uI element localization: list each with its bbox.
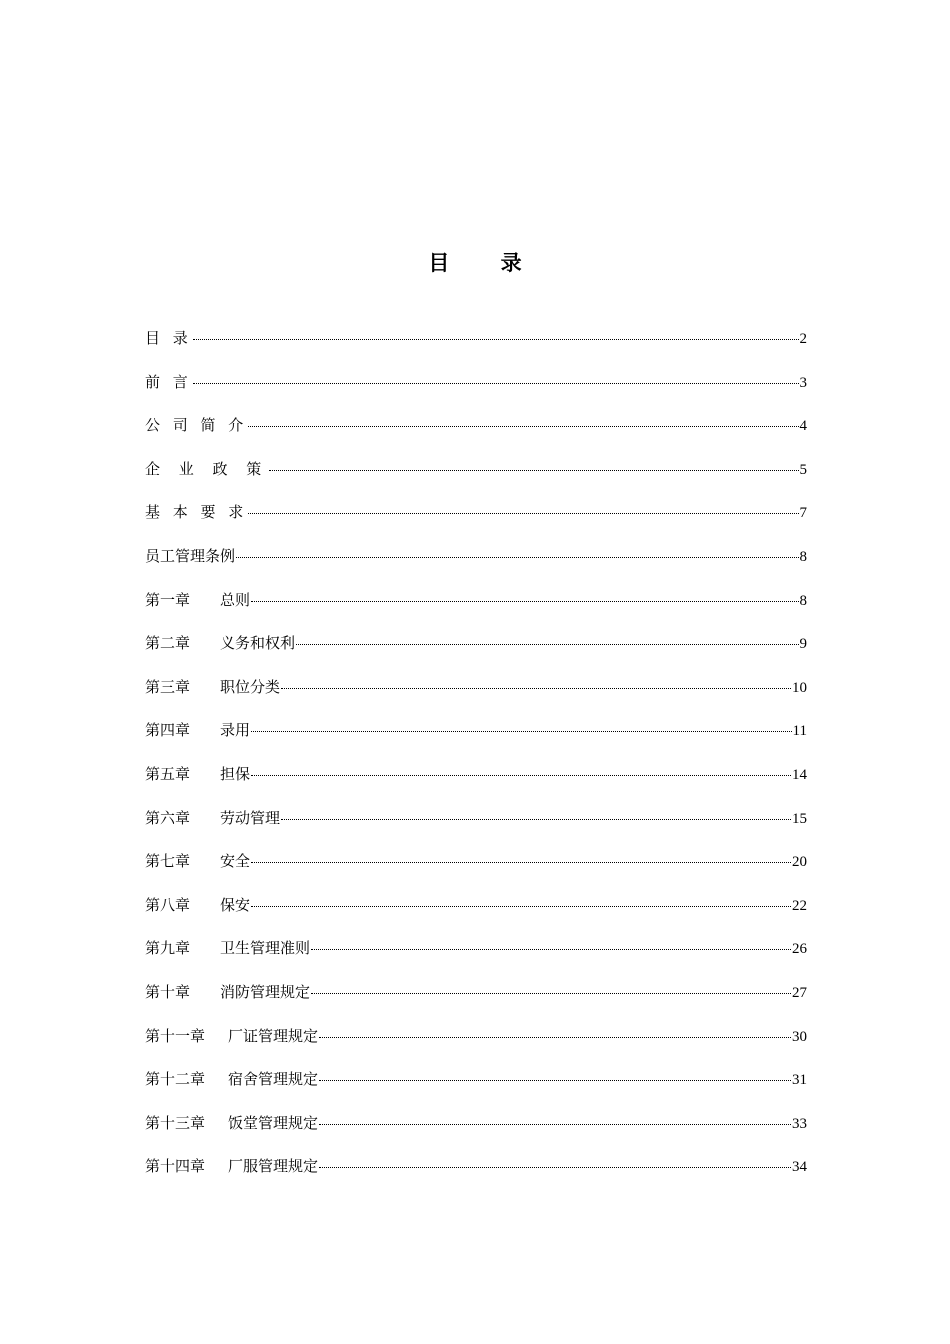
toc-entry-title: 义务和权利: [220, 634, 296, 653]
toc-page-number: 8: [799, 592, 807, 609]
toc-entry-label: [145, 500, 247, 524]
toc-entry[interactable]: [145, 762, 807, 806]
toc-chapter-number: 第十章: [145, 982, 191, 1001]
toc-entry-title: 劳动管理: [220, 808, 281, 827]
toc-entry-title: 担保: [220, 764, 251, 783]
toc-entry-label: [145, 1111, 318, 1135]
toc-entry[interactable]: [145, 1024, 807, 1068]
dot-leader: [236, 556, 798, 558]
dot-leader: [319, 1079, 791, 1081]
toc-page-number: 33: [792, 1115, 807, 1132]
toc-entry-label: [145, 1024, 318, 1048]
toc-entry[interactable]: [145, 544, 807, 588]
toc-entry[interactable]: [145, 1154, 807, 1198]
toc-page-number: 4: [799, 418, 807, 435]
toc-entry-label: [145, 675, 280, 699]
toc-entry-title: 消防管理规定: [220, 982, 311, 1001]
toc-chapter-number: 第十四章: [145, 1157, 206, 1176]
dot-leader: [248, 425, 798, 427]
toc-page-number: 8: [799, 548, 807, 565]
toc-page-number: 14: [792, 766, 807, 783]
toc-chapter-number: 第二章: [145, 634, 191, 653]
toc-entry-title: 录用: [220, 721, 251, 740]
toc-page-number: 3: [799, 374, 807, 391]
toc-entry[interactable]: [145, 457, 807, 501]
toc-entry-title: 基 本 要 求: [145, 503, 248, 522]
toc-entry-label: [145, 1154, 318, 1178]
toc-entry[interactable]: [145, 893, 807, 937]
toc-entry[interactable]: [145, 1111, 807, 1155]
dot-leader: [251, 730, 792, 732]
dot-leader: [319, 1166, 791, 1168]
toc-entry-title: 目 录: [145, 329, 192, 347]
toc-entry[interactable]: [145, 1067, 807, 1111]
toc-entry[interactable]: [145, 718, 807, 762]
toc-entry-title: 宿舍管理规定: [228, 1070, 319, 1089]
toc-page-number: 5: [799, 461, 807, 478]
toc-entry[interactable]: [145, 675, 807, 719]
toc-page-number: 9: [799, 636, 807, 653]
toc-entry-title: 卫生管理准则: [220, 939, 311, 958]
toc-page-number: 7: [799, 505, 807, 522]
toc-entry[interactable]: [145, 500, 807, 544]
dot-leader: [269, 469, 798, 471]
toc-entry-title: 前 言: [145, 372, 192, 391]
toc-entry-title: 总则: [220, 590, 251, 609]
toc-page-number: 30: [792, 1028, 807, 1045]
page-title: 目 录: [428, 250, 544, 275]
toc-entry-label: [145, 980, 310, 1004]
toc-entry-label: [145, 718, 250, 742]
dot-leader: [251, 774, 791, 776]
toc-page-number: 15: [792, 810, 807, 827]
toc-page-number: 26: [792, 941, 807, 958]
toc-entry[interactable]: [145, 849, 807, 893]
toc-entry[interactable]: [145, 326, 807, 370]
toc-entry-title: 公 司 简 介: [145, 416, 248, 435]
toc-entry-label: [145, 370, 192, 394]
toc-entry-title: 保安: [220, 895, 251, 914]
dot-leader: [311, 992, 791, 994]
dot-leader: [251, 861, 791, 863]
toc-entry[interactable]: [145, 413, 807, 457]
toc-chapter-number: 第四章: [145, 721, 191, 740]
toc-chapter-number: 第十二章: [145, 1070, 206, 1089]
dot-leader: [311, 948, 791, 950]
toc-page-number: 22: [792, 897, 807, 914]
toc-entry-label: [145, 1067, 318, 1091]
toc-chapter-number: 第七章: [145, 852, 191, 871]
dot-leader: [193, 338, 799, 340]
toc-entry-title: 员工管理条例: [145, 546, 236, 565]
toc-chapter-number: 第九章: [145, 939, 191, 958]
toc-chapter-number: 第三章: [145, 677, 191, 696]
toc-page-number: 27: [792, 984, 807, 1001]
toc-entry[interactable]: [145, 370, 807, 414]
dot-leader: [281, 818, 791, 820]
dot-leader: [296, 643, 798, 645]
toc-chapter-number: 第十三章: [145, 1113, 206, 1132]
dot-leader: [251, 600, 798, 602]
toc-entry-title: 厂证管理规定: [228, 1026, 319, 1045]
toc-page-number: 34: [792, 1159, 807, 1176]
toc-entry[interactable]: [145, 936, 807, 980]
table-of-contents: [145, 326, 807, 1198]
toc-entry[interactable]: [145, 588, 807, 632]
toc-page-number: 20: [792, 854, 807, 871]
toc-entry-label: [145, 588, 250, 612]
toc-entry-label: [145, 893, 250, 917]
toc-entry[interactable]: [145, 631, 807, 675]
toc-page-number: 2: [799, 331, 807, 347]
toc-entry-label: [145, 849, 250, 873]
toc-entry-title: 职位分类: [220, 677, 281, 696]
toc-page-number: 10: [792, 679, 807, 696]
toc-entry-label: [145, 326, 192, 350]
toc-entry-title: 饭堂管理规定: [228, 1113, 319, 1132]
toc-chapter-number: 第六章: [145, 808, 191, 827]
toc-entry-label: [145, 806, 280, 830]
toc-entry-label: [145, 762, 250, 786]
toc-chapter-number: 第十一章: [145, 1026, 206, 1045]
toc-chapter-number: 第五章: [145, 764, 191, 783]
dot-leader: [281, 687, 791, 689]
dot-leader: [193, 382, 799, 384]
dot-leader: [251, 905, 791, 907]
toc-chapter-number: 第一章: [145, 590, 191, 609]
toc-entry-title: 厂服管理规定: [228, 1157, 319, 1176]
toc-entry-title: 企 业 政 策: [145, 459, 269, 478]
toc-entry[interactable]: [145, 980, 807, 1024]
toc-entry-label: [145, 544, 235, 568]
toc-chapter-number: 第八章: [145, 895, 191, 914]
toc-entry-label: [145, 631, 295, 655]
toc-page-number: 11: [792, 723, 807, 740]
toc-entry-label: [145, 457, 268, 481]
toc-entry-title: 安全: [220, 852, 251, 871]
toc-entry-label: [145, 936, 310, 960]
toc-page-number: 31: [792, 1072, 807, 1089]
toc-entry-label: [145, 413, 247, 437]
toc-entry[interactable]: [145, 806, 807, 850]
dot-leader: [248, 512, 798, 514]
dot-leader: [319, 1123, 791, 1125]
dot-leader: [319, 1036, 791, 1038]
